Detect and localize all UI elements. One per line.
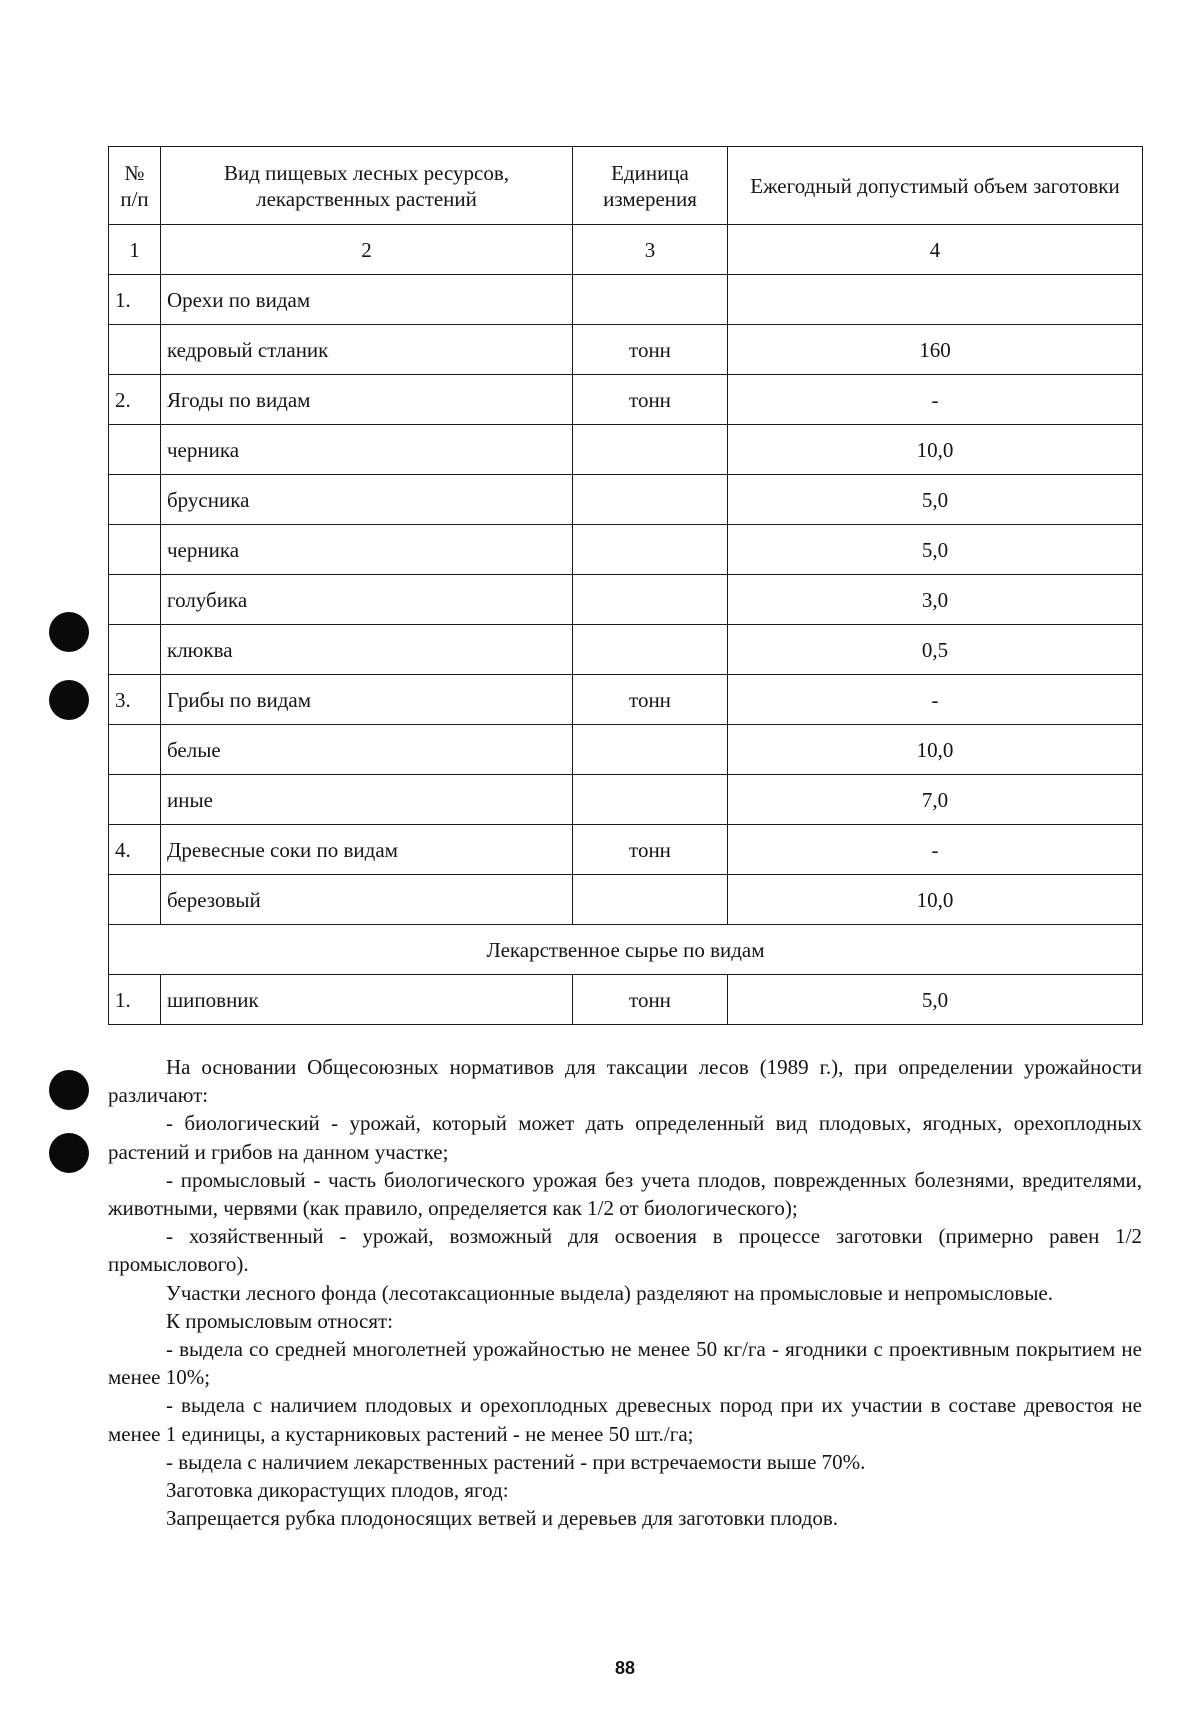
row-number-cell: 1. bbox=[109, 275, 161, 325]
resource-name-cell: Ягоды по видам bbox=[161, 375, 573, 425]
paragraph: - выдела с наличием плодовых и орехоплодных древесных пород при их участии в составе древостоя не менее 1 единицы, а кустарниковых растений - не менее 50 шт./га; bbox=[108, 1393, 1142, 1446]
table-row bbox=[109, 825, 1143, 875]
row-number-cell bbox=[109, 425, 161, 475]
unit-cell bbox=[573, 575, 728, 625]
unit-cell: тонн bbox=[573, 325, 728, 375]
paragraph: - выдела с наличием лекарственных растений - при встречаемости выше 70%. bbox=[166, 1449, 866, 1474]
resource-name-cell: голубика bbox=[161, 575, 573, 625]
row-number-cell bbox=[109, 875, 161, 925]
paragraph: Участки лесного фонда (лесотаксационные выдела) разделяют на промысловые и непромысловые. bbox=[166, 1280, 1054, 1305]
row-number-cell: 3. bbox=[109, 675, 161, 725]
row-number-cell: 2. bbox=[109, 375, 161, 425]
paragraph: - биологический - урожай, который может дать определенный вид плодовых, ягодных, орехоплодных растений и грибов на данном участке; bbox=[108, 1111, 1142, 1164]
header-cell-number: № п/п bbox=[109, 147, 161, 225]
index-cell: 2 bbox=[161, 225, 573, 275]
table-row bbox=[109, 975, 1143, 1025]
unit-cell bbox=[573, 775, 728, 825]
paragraph: Заготовка дикорастущих плодов, ягод: bbox=[166, 1478, 509, 1503]
volume-cell: - bbox=[728, 825, 1143, 875]
unit-cell bbox=[573, 625, 728, 675]
unit-cell bbox=[573, 525, 728, 575]
table-row bbox=[109, 875, 1143, 925]
unit-cell: тонн bbox=[573, 375, 728, 425]
row-number-cell bbox=[109, 325, 161, 375]
table-row bbox=[109, 425, 1143, 475]
paragraph: На основании Общесоюзных нормативов для таксации лесов (1989 г.), при определении урожайности различают: bbox=[108, 1055, 1142, 1108]
resource-name-cell: белые bbox=[161, 725, 573, 775]
resources-table bbox=[108, 146, 1143, 1025]
volume-cell: 7,0 bbox=[728, 775, 1143, 825]
unit-cell bbox=[573, 725, 728, 775]
volume-cell bbox=[728, 275, 1143, 325]
resource-name-cell: Орехи по видам bbox=[161, 275, 573, 325]
volume-cell: - bbox=[728, 375, 1143, 425]
volume-cell: 3,0 bbox=[728, 575, 1143, 625]
header-cell-unit: Единица измерения bbox=[573, 147, 728, 225]
paragraph: К промысловым относят: bbox=[166, 1308, 394, 1333]
unit-cell bbox=[573, 425, 728, 475]
table-row bbox=[109, 275, 1143, 325]
volume-cell: 10,0 bbox=[728, 725, 1143, 775]
volume-cell: 10,0 bbox=[728, 875, 1143, 925]
row-number-cell bbox=[109, 475, 161, 525]
unit-cell bbox=[573, 875, 728, 925]
table-row bbox=[109, 475, 1143, 525]
table-index-row bbox=[109, 225, 1143, 275]
resource-name-cell: шиповник bbox=[161, 975, 573, 1025]
punch-hole bbox=[49, 680, 89, 720]
table-row bbox=[109, 625, 1143, 675]
header-cell-resource: Вид пищевых лесных ресурсов, лекарственных растений bbox=[161, 147, 573, 225]
punch-hole bbox=[49, 1070, 89, 1110]
row-number-cell: 1. bbox=[109, 975, 161, 1025]
unit-cell: тонн bbox=[573, 825, 728, 875]
index-cell: 1 bbox=[109, 225, 161, 275]
paragraph: Запрещается рубка плодоносящих ветвей и деревьев для заготовки плодов. bbox=[166, 1506, 839, 1531]
table-row bbox=[109, 575, 1143, 625]
unit-cell: тонн bbox=[573, 675, 728, 725]
unit-cell bbox=[573, 275, 728, 325]
header-cell-volume: Ежегодный допустимый объем заготовки bbox=[728, 147, 1143, 225]
resource-name-cell: Древесные соки по видам bbox=[161, 825, 573, 875]
row-number-cell bbox=[109, 725, 161, 775]
row-number-cell bbox=[109, 625, 161, 675]
paragraph: - промысловый - часть биологического урожая без учета плодов, поврежденных болезнями, вредителями, животными, червями (как правило, определяется как 1/2 от биологического); bbox=[108, 1167, 1142, 1221]
table-header-row bbox=[109, 147, 1143, 225]
section-row bbox=[109, 925, 1143, 975]
resource-name-cell: Грибы по видам bbox=[161, 675, 573, 725]
volume-cell: 5,0 bbox=[728, 475, 1143, 525]
page-number: 88 bbox=[614, 1658, 636, 1678]
row-number-cell: 4. bbox=[109, 825, 161, 875]
table-row bbox=[109, 725, 1143, 775]
volume-cell: 10,0 bbox=[728, 425, 1143, 475]
punch-hole bbox=[49, 1133, 89, 1173]
row-number-cell bbox=[109, 775, 161, 825]
resource-name-cell: иные bbox=[161, 775, 573, 825]
body-text bbox=[108, 1053, 1142, 1532]
resource-name-cell: брусника bbox=[161, 475, 573, 525]
resource-name-cell: черника bbox=[161, 425, 573, 475]
row-number-cell bbox=[109, 525, 161, 575]
table-row bbox=[109, 525, 1143, 575]
volume-cell: 5,0 bbox=[728, 525, 1143, 575]
resource-name-cell: кедровый стланик bbox=[161, 325, 573, 375]
unit-cell: тонн bbox=[573, 975, 728, 1025]
resource-name-cell: черника bbox=[161, 525, 573, 575]
volume-cell: - bbox=[728, 675, 1143, 725]
section-title: Лекарственное сырье по видам bbox=[109, 925, 1143, 975]
index-cell: 4 bbox=[728, 225, 1143, 275]
index-cell: 3 bbox=[573, 225, 728, 275]
punch-hole bbox=[49, 612, 89, 652]
volume-cell: 0,5 bbox=[728, 625, 1143, 675]
unit-cell bbox=[573, 475, 728, 525]
paragraph: - выдела со средней многолетней урожайностью не менее 50 кг/га - ягодники с проективным покрытием не менее 10%; bbox=[108, 1337, 1142, 1390]
paragraph: - хозяйственный - урожай, возможный для освоения в процессе заготовки (примерно равен 1/2 промыслового). bbox=[108, 1224, 1142, 1277]
resource-name-cell: березовый bbox=[161, 875, 573, 925]
volume-cell: 160 bbox=[728, 325, 1143, 375]
row-number-cell bbox=[109, 575, 161, 625]
table-row bbox=[109, 325, 1143, 375]
table-row bbox=[109, 375, 1143, 425]
resource-name-cell: клюква bbox=[161, 625, 573, 675]
volume-cell: 5,0 bbox=[728, 975, 1143, 1025]
table-row bbox=[109, 675, 1143, 725]
table-row bbox=[109, 775, 1143, 825]
